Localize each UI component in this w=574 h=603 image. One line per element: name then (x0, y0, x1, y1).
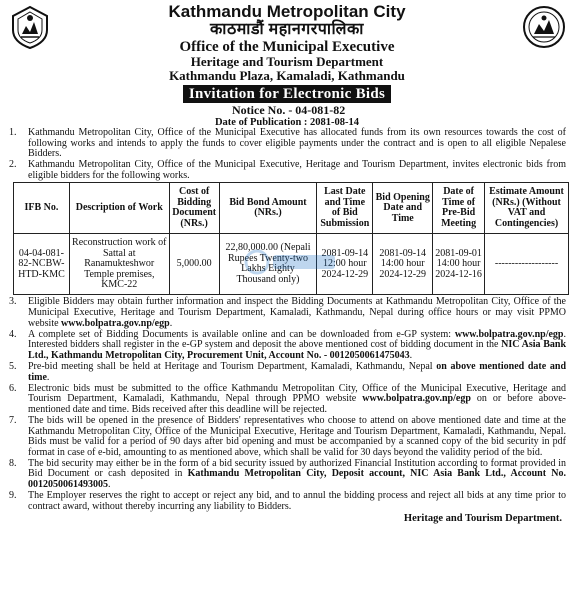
city-name-nepali: काठमाडौं महानगरपालिका (210, 21, 364, 38)
cell-description: Reconstruction work of Sattal at Ranamukteshwor Temple premises, KMC-22 (69, 234, 169, 295)
col-bid-bond: Bid Bond Amount (NRs.) (219, 183, 317, 234)
list-item: 8. The bid security may either be in the form of a bid security issued by authorized Financial Institution according to format provided in Bid Document or cash deposited in Kathmandu Metropolitan City, Deposit account, NIC Asia Bank Ltd., Account No. 0012050061493005. (9, 457, 566, 491)
office-address: Kathmandu Plaza, Kamaladi, Kathmandu (169, 68, 405, 83)
office-name: Office of the Municipal Executive (179, 39, 395, 55)
list-item: 4. A complete set of Bidding Documents is available online and can be downloaded from e-GP system: www.bolpatra.gov.np/egp. Interested bidders shall register in the e-GP system and deposit the above mentioned cost of bidding document in the NIC Asia Bank Ltd., Kathmandu Metropolitan City, Procurement Unit, Account No. - 0012050061475043. (9, 328, 567, 361)
cell-last-date: 2081-09-14 12:00 hour 2024-12-29 (317, 234, 373, 295)
cell-pre-bid-meeting: 2081-09-01 14:00 hour 2024-12-16 (433, 234, 485, 295)
intro-list (6, 128, 568, 181)
col-ifb-no: IFB No. (14, 183, 70, 234)
notice-number: Notice No. - 04-081-82 (232, 103, 346, 117)
cell-ifb-no: 04-04-081-82-NCBW-HTD-KMC (14, 234, 70, 295)
ppmo-website-link: www.bolpatra.gov.np/egp (362, 393, 471, 405)
notice-title-banner: Invitation for Electronic Bids (183, 85, 391, 103)
list-item: 1. Kathmandu Metropolitan City, Office of the Municipal Executive has allocated funds from its own resources towards the cost of following works and intends to apply the funds to cover eligible payments under the contract and is open to all eligible Nepalese Bidders. (9, 127, 566, 160)
egp-website-link: www.bolpatra.gov.np/egp (454, 328, 564, 340)
cell-estimate-amount: ------------------- (485, 234, 569, 295)
watermark-logo (243, 247, 341, 277)
col-opening-date: Bid Opening Date and Time (373, 183, 433, 234)
list-item: 6. Electronic bids must be submitted to the office Kathmandu Metropolitan City, Office of the Municipal Executive, Heritage and Tourism Department, Kamaladi, Kathmandu, Nepal through PPMO website www.bolpatra.gov.np/egp on or before above-mentioned date and time. Bids received after this deadline will be rejected. (9, 382, 566, 415)
government-seal-logo (521, 4, 567, 50)
publication-date: Date of Publication : 2081-08-14 (214, 117, 360, 128)
list-item: 5. Pre-bid meeting shall be held at Heritage and Tourism Department, Kamaladi, Kathmandu, Nepal on above mentioned date and time. (9, 361, 567, 383)
cell-opening-date: 2081-09-14 14:00 hour 2024-12-29 (373, 234, 433, 295)
conditions-list (6, 297, 568, 512)
col-last-date: Last Date and Time of Bid Submission (317, 183, 373, 234)
cell-bid-bond: 22,80,000.00 (Nepali Rupees Twenty-two Lakhs Eighty Thousand only) (219, 234, 317, 295)
bid-table (13, 182, 569, 295)
city-name: Kathmandu Metropolitan City (168, 2, 406, 21)
procurement-account: NIC Asia Bank Ltd., Kathmandu Metropolitan City, Procurement Unit, Account No. - 0012050061475043 (28, 339, 567, 361)
list-item: 9. The Employer reserves the right to accept or reject any bid, and to annul the bidding process and reject all bids at any time prior to contract award, without thereby incurring any liability to Bidders. (9, 490, 566, 512)
list-item: 7. The bids will be opened in the presence of Bidders' representatives who choose to attend on above mentioned date and time at the Kathmandu Metropolitan City, Office of the Municipal Executive, Heritage and Tourism Department, Kamaladi, Kathmandu, Nepal. Bids must be valid for a period of 90 days after bid opening and must be accompanied by a scanned copy of the bid security in pdf format in case of e-bid, amounting to as mentioned above, which shall be valid for 30 days beyond the validity period of the bid. (9, 415, 566, 458)
cell-document-cost: 5,000.00 (169, 234, 219, 295)
signature-department: Heritage and Tourism Department. (403, 512, 562, 524)
col-estimate-amount: Estimate Amount (NRs.) (Without VAT and Contingencies) (485, 183, 569, 234)
deposit-account: Kathmandu Metropolitan City, Deposit account, NIC Asia Bank Ltd., Account No. 0012050061493005 (28, 468, 566, 491)
kmc-emblem-logo (7, 4, 53, 50)
col-pre-bid-meeting: Date of Time of Pre-Bid Meeting (433, 183, 485, 234)
col-description: Description of Work (69, 183, 169, 234)
col-document-cost: Cost of Bidding Document (NRs.) (169, 183, 219, 234)
department-name: Heritage and Tourism Department (190, 54, 384, 69)
list-item: 3. Eligible Bidders may obtain further information and inspect the Bidding Documents at Kathmandu Metropolitan City, Office of the Municipal Executive, Heritage and Tourism Department, Kamaladi, Kathmandu, Nepal during office hours or may visit PPMO website www.bolpatra.gov.np/egp. (9, 296, 566, 329)
notice-header (6, 0, 568, 83)
list-item: 2. Kathmandu Metropolitan City, Office of the Municipal Executive, Heritage and Tourism Department, invites electronic bids from eligible bidders for the following works. (9, 159, 566, 181)
table-header-row (14, 183, 569, 234)
ppmo-website-link: www.bolpatra.gov.np/egp (61, 317, 170, 329)
